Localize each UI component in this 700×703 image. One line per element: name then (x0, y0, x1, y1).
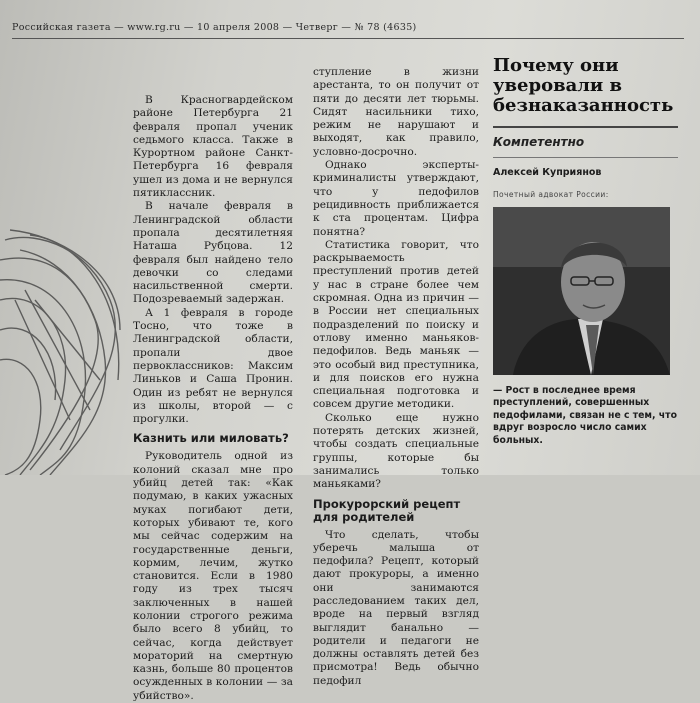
quote-caption: — Рост в последнее время преступлений, совершенных педофилами, связан не с тем, что вдруг возросло число самих больных. (493, 384, 677, 446)
sidebar-headline: Почему они уверовали в безнаказанность (493, 55, 674, 116)
paragraph: Однако эксперты-криминалисты утверждают, что у педофилов рецидивность приближается к ста процентам. Цифра понятна? (313, 159, 479, 238)
article-column-2 (313, 66, 479, 688)
paragraph: Руководитель одной из колоний сказал мне про убийц детей так: «Как подумаю, в каких ужасных муках погибают дети, которых убивают те, кого мы сейчас содержим на государственные деньги, кормим, лечим, жутко становится. Если в 1980 году из трех тысяч заключенных в нашей колонии строгого режима было всего 8 убийц, то сейчас, когда действует мораторий на смертную казнь, больше 80 процентов осужденных в колонии — за убийство». (133, 450, 293, 702)
website-url: www.rg.ru (127, 22, 181, 33)
portrait-graphic (493, 207, 670, 375)
paragraph: Что сделать, чтобы уберечь малыша от педофила? Рецепт, который дают прокуроры, а именно они занимаются расследованием таких дел, вроде на первый взгляд выглядит банально — родители и педагоги не должны оставлять детей без присмотра! Ведь обычно педофил (313, 528, 479, 687)
paragraph: В Красногвардейском районе Петербурга 21 февраля пропал ученик седьмого класса. Также в Курортном районе Санкт-Петербурга 16 февраля ушел из дома и не вернулся пятиклассник. (133, 94, 293, 200)
sidebar-kicker: Компетентно (493, 135, 585, 149)
section-subhead: Казнить или миловать? (133, 431, 289, 446)
author-role: Почетный адвокат России: (493, 189, 609, 199)
sidebar-thin-rule (493, 157, 678, 158)
paragraph: А 1 февраля в городе Тосно, что тоже в Ленинградской области, пропали двое первоклассников: Максим Линьков и Саша Пронин. Один из ребят не вернулся из школы, второй — с прогулки. (133, 306, 293, 426)
weekday: Четверг (295, 22, 339, 33)
sidebar-rule (493, 126, 678, 128)
article-column-1 (133, 94, 293, 703)
section-subhead: Прокурорский рецепт для родителей (313, 496, 461, 524)
expert-sidebar (493, 56, 678, 447)
author-name: Алексей Куприянов (493, 167, 602, 179)
paragraph: Сколько еще нужно потерять детских жизней, чтобы создать специальные группы, которые бы занимались только маньяками? (313, 411, 479, 491)
author-photo (493, 207, 670, 375)
issue-number: № 78 (4635) (354, 22, 417, 33)
paragraph: Статистика говорит, что раскрываемость преступлений против детей у нас в стране более чем скромная. Одна из причин — в России нет специальных подразделений по поиску и отлову именно маньяков-педофилов. Ведь маньяк — это особый вид преступника, и для поисков его нужна специальная подготовка и совсем другие методики. (313, 238, 479, 411)
paragraph: ступление в жизни арестанта, то он получит от пяти до десяти лет тюрьмы. Сидят насильники тихо, режим не нарушают и выходят, как правило, условно-досрочно. (313, 66, 479, 158)
paragraph: В начале февраля в Ленинградской области пропала десятилетняя Наташа Рубцова. 12 февраля был найдено тело девочки со следами насильственной смерти. Подозреваемый задержан. (133, 200, 293, 306)
scribble-drawing (0, 0, 135, 475)
page-header: Российская газета — www.rg.ru — 10 апреля 2008 — Четверг — № 78 (4635) (12, 22, 417, 33)
issue-date: 10 апреля 2008 (197, 22, 280, 33)
publication-name: Российская газета (12, 22, 111, 33)
header-rule (12, 38, 684, 39)
